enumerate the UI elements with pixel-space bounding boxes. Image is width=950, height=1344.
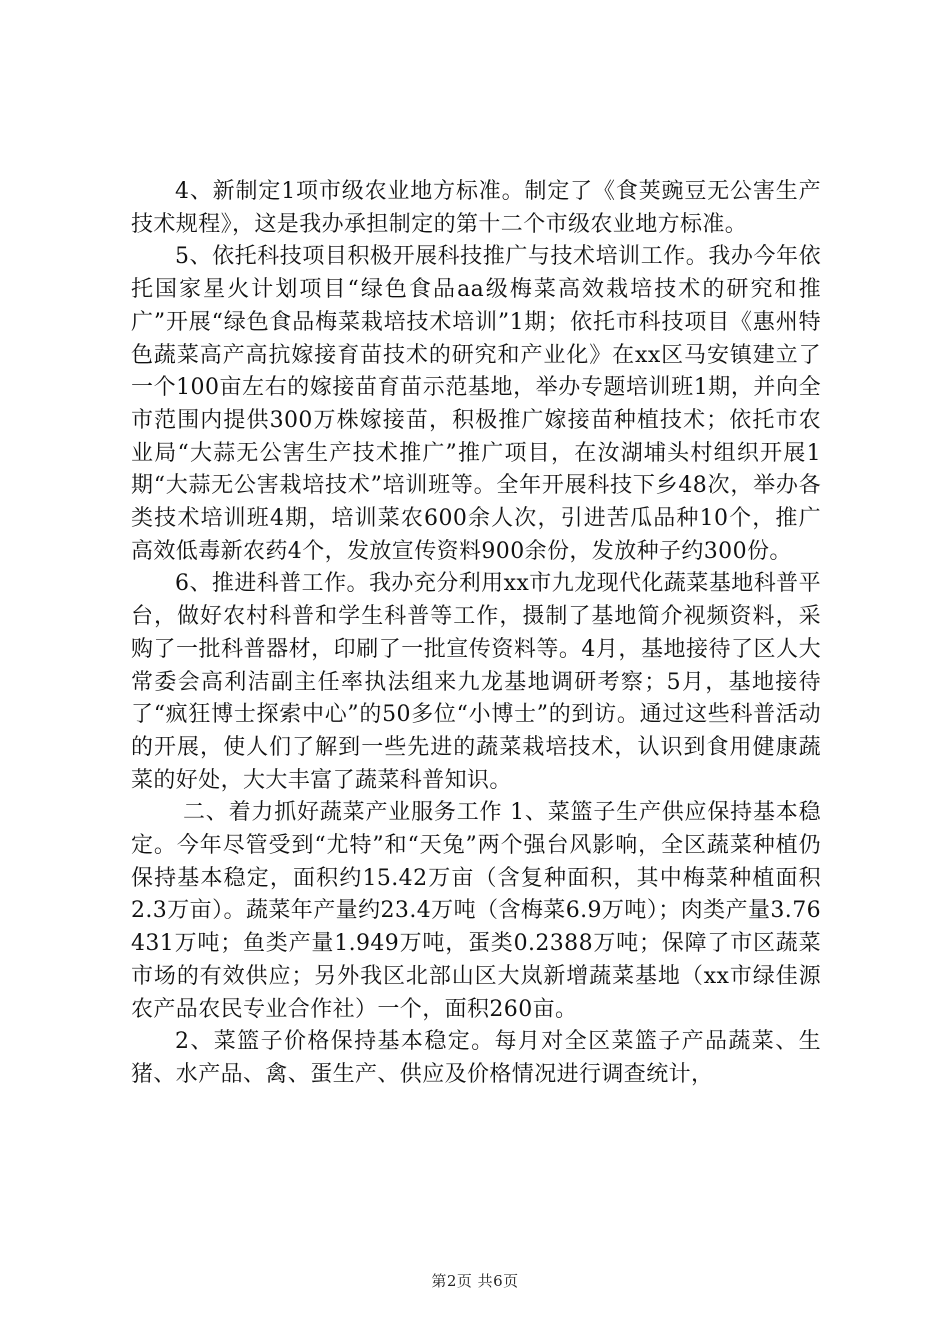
paragraph-price-stability: 2、菜篮子价格保持基本稳定。每月对全区菜篮子产品蔬菜、生猪、水产品、禽、蛋生产、供应及价格情况进行调查统计， bbox=[131, 1029, 821, 1087]
paragraph-science-popularization: 6、推进科普工作。我办充分利用xx市九龙现代化蔬菜基地科普平台，做好农村科普和学生科普等工作，摄制了基地简介视频资料，采购了一批科普器材，印刷了一批宣传资料等。4月，基地接待了区人大常委会高利洁副主任率执法组来九龙基地调研考察；5月，基地接待了“疯狂博士探索中心”的50多位“小博士”的到访。通过这些科普活动的开展，使人们了解到一些先进的蔬菜栽培技术，认识到食用健康蔬菜的好处，大大丰富了蔬菜科普知识。 bbox=[131, 571, 821, 793]
paragraph-tech-training: 5、依托科技项目积极开展科技推广与技术培训工作。我办今年依托国家星火计划项目“绿色食品aa级梅菜高效栽培技术的研究和推广”开展“绿色食品梅菜栽培技术培训”1期；依托市科技项目《惠州特色蔬菜高产高抗嫁接育苗技术的研究和产业化》在xx区马安镇建立了一个100亩左右的嫁接苗育苗示范基地，举办专题培训班1期，并向全市范围内提供300万株嫁接苗，积极推广嫁接苗种植技术；依托市农业局“大蒜无公害生产技术推广”推广项目，在汝湖埔头村组织开展1期“大蒜无公害栽培技术”培训班等。全年开展科技下乡48次，举办各类技术培训班4期，培训菜农600余人次，引进苦瓜品种10个，推广高效低毒新农药4个，发放宣传资料900余份，发放种子约300份。 bbox=[131, 244, 821, 564]
page-number-footer: 第2页 共6页 bbox=[431, 1272, 519, 1290]
paragraph-vegetable-industry: 二、着力抓好蔬菜产业服务工作 1、菜篮子生产供应保持基本稳定。今年尽管受到“尤特”和“天兔”两个强台风影响，全区蔬菜种植仍保持基本稳定，面积约15.42万亩（含复种面积，其中梅菜种植面积2.3万亩）。蔬菜年产量约23.4万吨（含梅菜6.9万吨）；肉类产量3.76431万吨；鱼类产量1.949万吨，蛋类0.2388万吨；保障了市区蔬菜市场的有效供应；另外我区北部山区大岚新增蔬菜基地（xx市绿佳源农产品农民专业合作社）一个，面积260亩。 bbox=[131, 800, 821, 1022]
paragraph-standard: 4、新制定1项市级农业地方标准。制定了《食荚豌豆无公害生产技术规程》，这是我办承担制定的第十二个市级农业地方标准。 bbox=[131, 179, 821, 237]
document-body bbox=[131, 176, 821, 1092]
